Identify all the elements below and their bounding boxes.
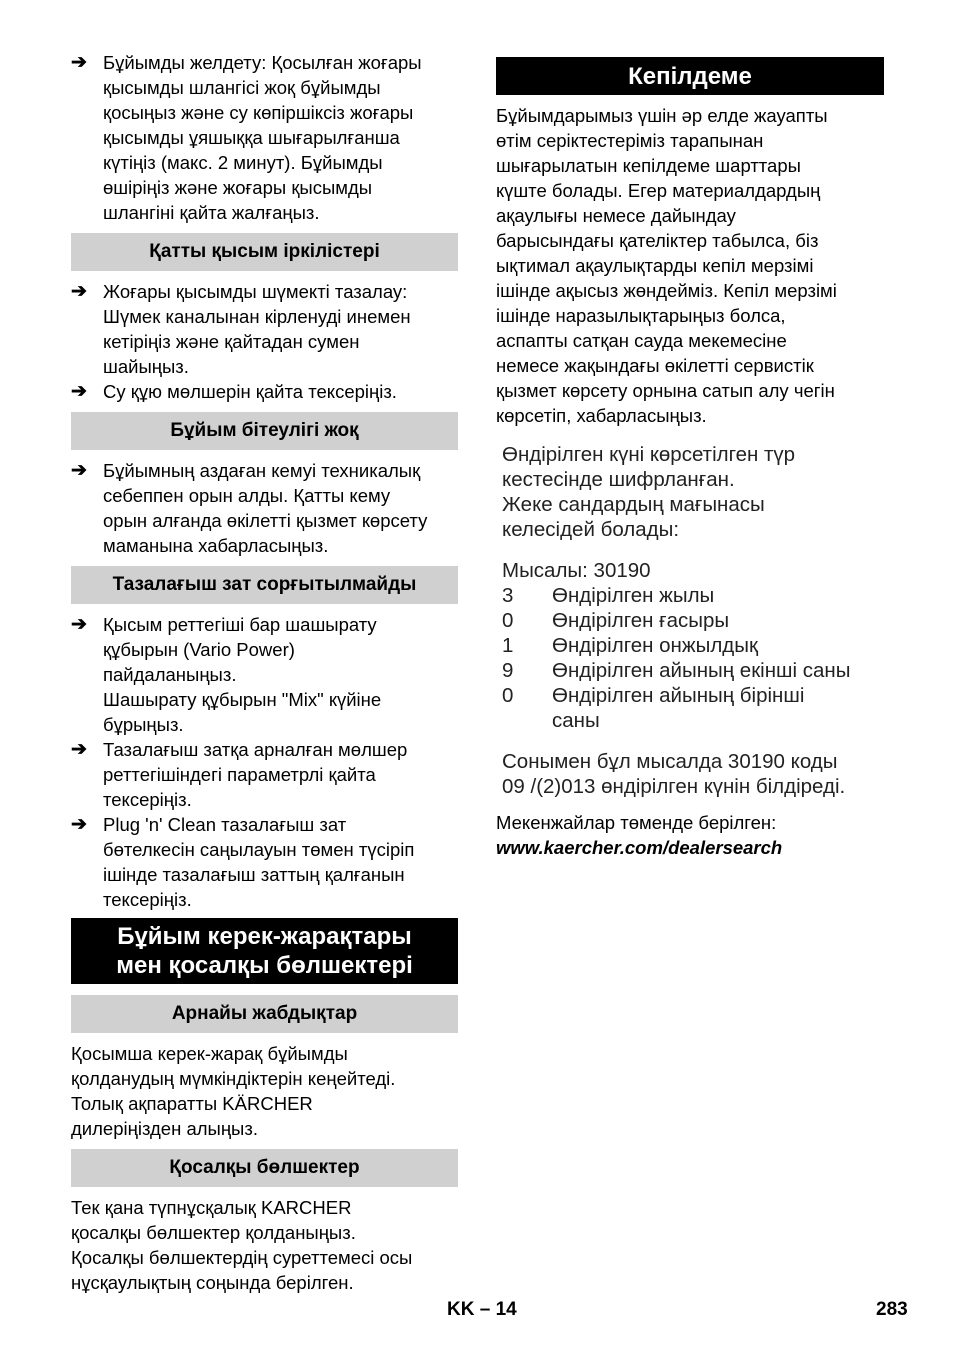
digit-row: 3 Өндірілген жылы	[502, 584, 715, 607]
section-heading-special-equipment: Арнайы жабдықтар	[71, 995, 458, 1033]
bullet-water-supply: ➔ Су құю мөлшерін қайта тексеріңіз.	[71, 381, 397, 402]
arrow-right-icon: ➔	[71, 614, 87, 635]
address-block: Мекенжайлар төменде берілген: www.kaercher.com/dealersearch	[496, 810, 884, 860]
right-column	[496, 50, 884, 860]
page-label: KK – 14	[447, 1299, 517, 1320]
left-column	[71, 50, 458, 1295]
digit-row: 1 Өндірілген онжылдық	[502, 634, 758, 657]
main-heading-accessories: Бұйым керек-жарақтары мен қосалқы бөлшектері	[71, 918, 458, 984]
special-equipment-text: Қосымша керек-жарақ бұйымды қолданудың мүмкіндіктерін кеңейтеді. Толық ақпаратты KÄRCHER дилеріңізден алыңыз.	[71, 1043, 396, 1139]
digit-row: 0 Өндірілген айының бірінші саны	[502, 684, 805, 732]
digit-row: 9 Өндірілген айының екінші саны	[502, 659, 851, 682]
section-heading-detergent: Тазалағыш зат сорғытылмайды	[71, 566, 458, 604]
arrow-right-icon: ➔	[71, 52, 87, 73]
arrow-right-icon: ➔	[71, 739, 87, 760]
arrow-right-icon: ➔	[71, 381, 87, 402]
bullet-dosing: ➔ Тазалағыш затқа арналған мөлшер реттегішіндегі параметрлі қайта тексеріңіз.	[71, 739, 408, 810]
dealer-search-link[interactable]: www.kaercher.com/dealersearch	[496, 837, 783, 858]
bullet-nozzle-clean: ➔ Жоғары қысымды шүмекті тазалау: Шүмек каналынан кірленуді инемен кетіріңіз және қайтадан сумен шайыңыз.	[71, 281, 411, 377]
arrow-right-icon: ➔	[71, 814, 87, 835]
section-heading-pressure-fluctuations: Қатты қысым іркілістері	[71, 233, 458, 271]
section-heading-spare-parts: Қосалқы бөлшектер	[71, 1149, 458, 1187]
arrow-right-icon: ➔	[71, 281, 87, 302]
bullet-plug-n-clean: ➔ Plug 'n' Clean тазалағыш зат бөтелкесін саңылауын төмен түсіріп ішінде тазалағыш заттың қалғанын тексеріңіз.	[71, 814, 415, 910]
arrow-right-icon: ➔	[71, 460, 87, 481]
section-heading-leaking: Бұйым бітеулігі жоқ	[71, 412, 458, 450]
bullet-leak: ➔ Бұйымның аздаған кемуі техникалық себеппен орын алды. Қатты кему орын алғанда өкілетті қызмет көрсету маманына хабарласыңыз.	[71, 460, 428, 556]
warranty-text: Бұйымдарымыз үшін әр елде жауапты өтім серіктестеріміз тарапынан шығарылатын кепілдеме шарттары күште болады. Егер материалдардың ақаулығы немесе дайындау барысындағы қателіктер табылса, біз ықтимал ақаулықтарды кепіл мерзімі ішінде ақысыз жөндейміз. Кепіл мерзімі ішінде наразылықтарыңыз болса, аспапты сатқан сауда мекемесіне немесе жақындағы өкілетті сервистік қызмет көрсету орнына сатып алу чегін көрсетіп, хабарласыңыз.	[496, 105, 837, 426]
bullet-vario-power: ➔ Қысым реттегіші бар шашырату құбырын (Vario Power) пайдаланыңыз. Шашырату құбырын "Mix" күйіне бұрыңыз.	[71, 614, 382, 735]
main-heading-warranty: Кепілдеме	[496, 57, 884, 95]
spare-parts-text: Тек қана түпнұсқалық KARCHER қосалқы бөлшектер қолданыңыз. Қосалқы бөлшектердің суреттемесі осы нұсқаулықтың соңында берілген.	[71, 1197, 413, 1293]
page-number: 283	[876, 1299, 908, 1320]
production-date-block: Өндірілген күні көрсетілген түр кестесінде шифрланған. Жеке сандардың мағынасы келесідей болады: Мысалы: 30190 3 Өндірілген жылы 0 Өндірілген ғасыры 1 Өндірілген онжылдық 9 Өндірілген айының екінші саны 0 Өндірілген айының бірінші саны Сонымен бұл мысалда 30190 коды 09 /(2)013 өндірілген күнін білдіреді.	[502, 442, 884, 799]
summary-text: Сонымен бұл мысалда 30190 коды 09 /(2)013 өндірілген күнін білдіреді.	[502, 750, 846, 798]
bullet-vent: ➔ Бұйымды желдету: Қосылған жоғары қысымды шлангісі жоқ бұйымды қосыңыз және су көпіршіксіз жоғары қысымды ұяшыққа шығарылғанша күтіңіз (макс. 2 минут). Бұйымды өшіріңіз және жоғары қысымды шлангіні қайта жалғаңыз.	[71, 52, 422, 223]
digit-row: 0 Өндірілген ғасыры	[502, 609, 730, 632]
example-code: Мысалы: 30190	[502, 559, 651, 582]
